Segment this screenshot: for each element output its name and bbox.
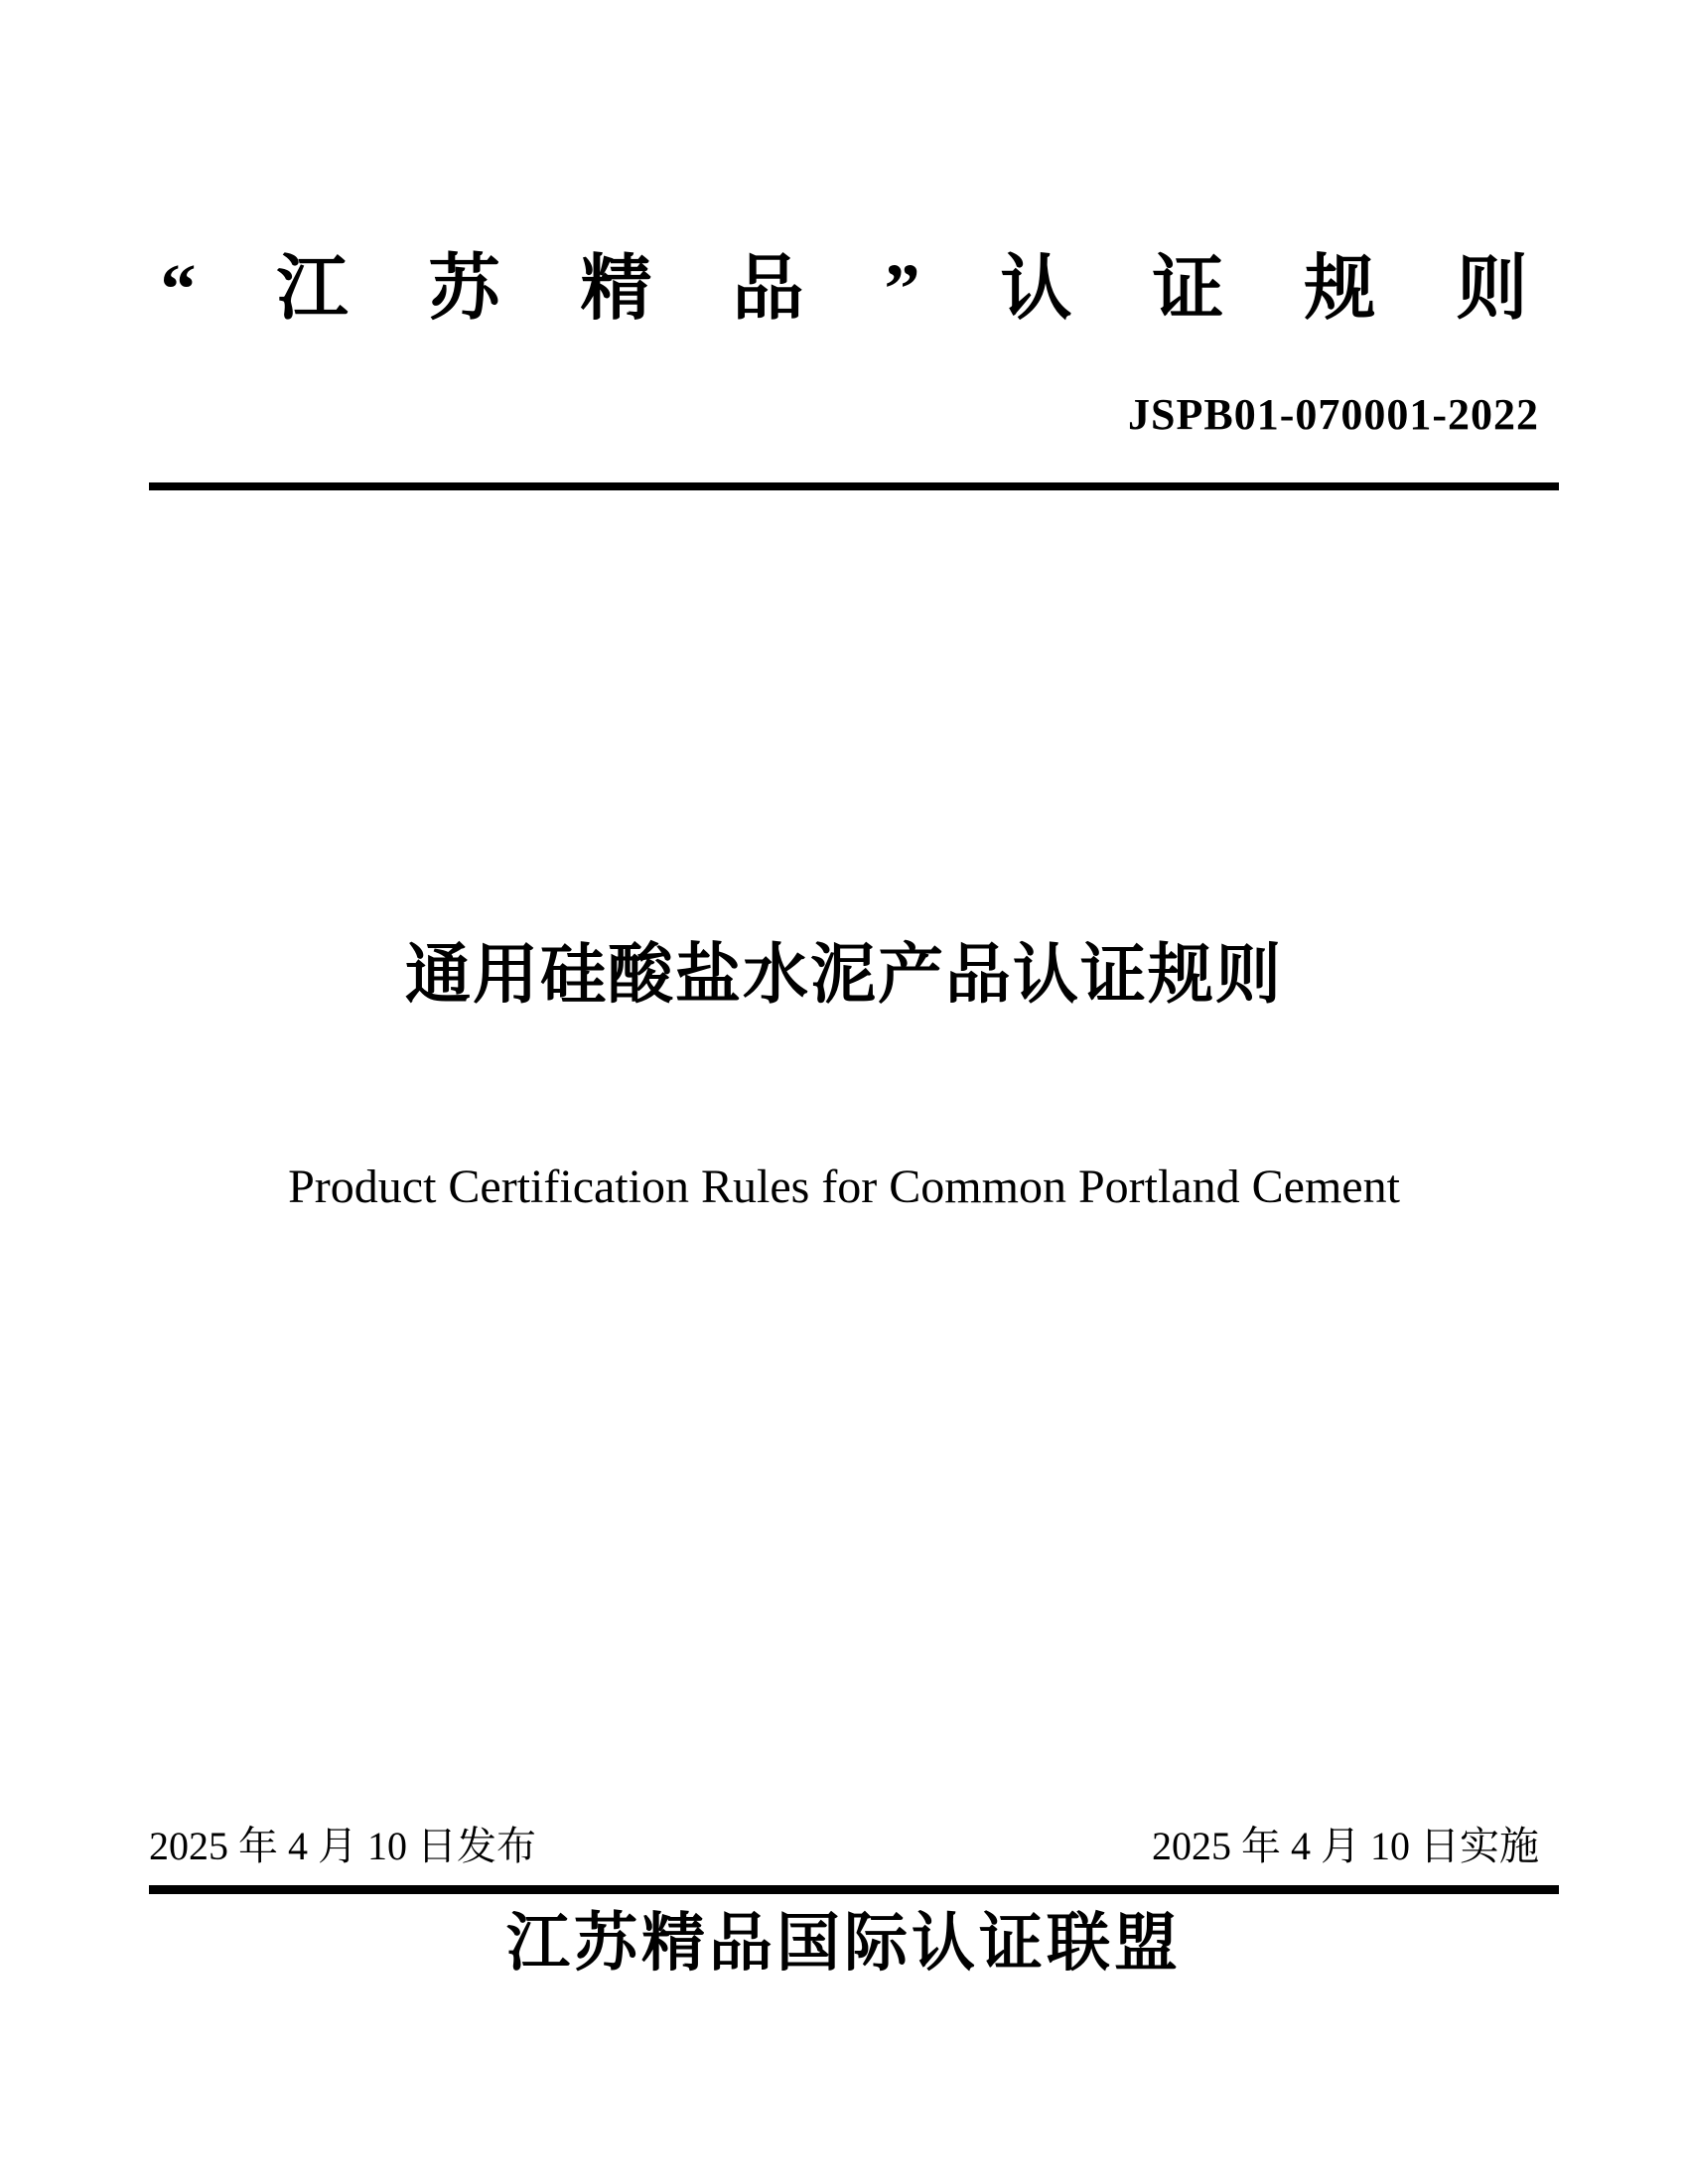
footer-divider-line <box>149 1885 1559 1894</box>
header-divider-line <box>149 482 1559 490</box>
dates-row <box>149 1824 1539 1868</box>
document-number: JSPB01-070001-2022 <box>1128 390 1539 439</box>
main-title-chinese: 通用硅酸盐水泥产品认证规则 <box>405 939 1283 1012</box>
document-series-title: “江苏精品”认证规则 <box>160 249 1609 329</box>
issue-date: 2025 年 4 月 10 日发布 <box>149 1824 536 1868</box>
implementation-date: 2025 年 4 月 10 日实施 <box>1152 1824 1539 1868</box>
issuing-organization: 江苏精品国际认证联盟 <box>506 1908 1182 1979</box>
main-title-english: Product Certification Rules for Common Portland Cement <box>288 1160 1400 1213</box>
